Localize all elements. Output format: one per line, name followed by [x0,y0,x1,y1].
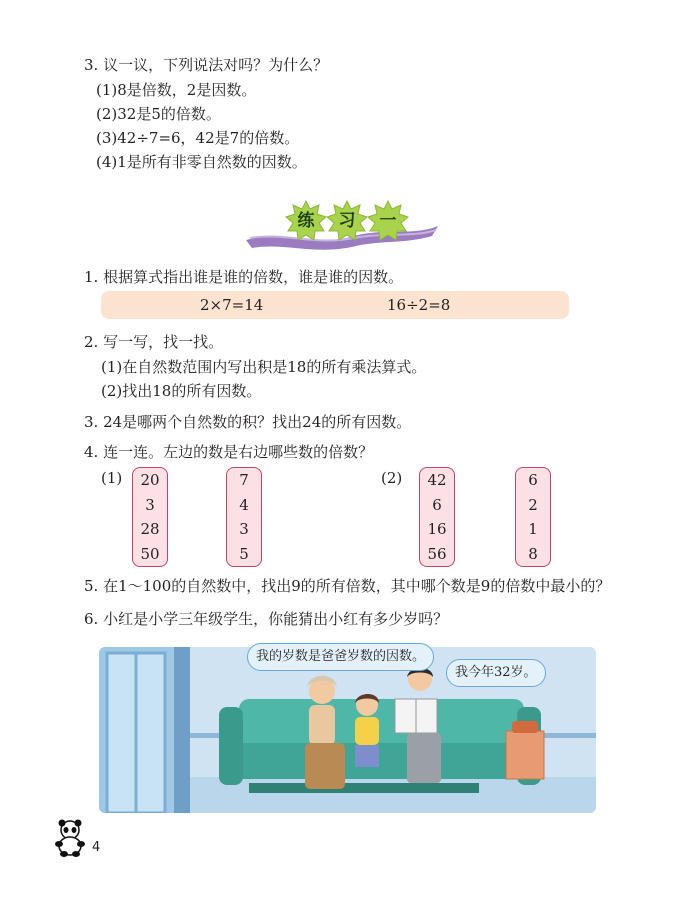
number: 20 [140,471,160,489]
number: 5 [239,544,249,563]
question-3-title: 3. 议一议，下列说法对吗？为什么？ [84,56,329,74]
number-box-2 [226,467,262,567]
speech-bubble-left: 我的岁数是爸爸岁数的因数。 [247,643,434,671]
number: 2 [528,495,538,514]
number-box-1 [132,467,168,567]
number: 28 [140,520,160,538]
number: 50 [140,544,160,563]
exercise-1-title: 1. 根据算式指出谁是谁的倍数，谁是谁的因数。 [84,268,404,286]
page-number: 4 [92,840,101,855]
exercise-2-item-1: (1)在自然数范围内写出积是18的所有乘法算式。 [101,358,427,376]
number: 3 [145,495,155,514]
number: 56 [427,544,447,563]
question-3-item-1: (1)8是倍数，2是因数。 [96,81,257,99]
exercise-4-title: 4. 连一连。左边的数是右边哪些数的倍数？ [84,443,374,461]
exercise-3-title: 3. 24是哪两个自然数的积？找出24的所有因数。 [84,413,412,431]
exercise-4-label-1: (1) [101,469,123,487]
formula-b: 16÷2=8 [387,296,451,314]
exercise-5-title: 5. 在1～100的自然数中，找出9的所有倍数，其中哪个数是9的倍数中最小的？ [84,577,611,595]
banner-char-1: 练 [297,211,315,231]
panda-icon [52,818,88,858]
banner-char-2: 习 [338,211,356,231]
formula-bar [101,291,569,319]
number: 7 [239,471,249,489]
number: 4 [239,495,249,514]
number: 42 [427,471,447,489]
question-3-item-4: (4)1是所有非零自然数的因数。 [96,153,307,171]
formula-a: 2×7=14 [200,296,264,314]
number: 8 [528,544,538,563]
number-box-4 [515,467,551,567]
question-3-item-2: (2)32是5的倍数。 [96,105,221,123]
number-box-3 [419,467,455,567]
speech-bubble-right: 我今年32岁。 [446,659,546,687]
number: 3 [239,520,249,538]
exercise-6-title: 6. 小红是小学三年级学生，你能猜出小红有多少岁吗？ [84,610,449,628]
number: 1 [528,520,538,538]
exercise-4-label-2: (2) [381,469,403,487]
number: 6 [528,471,538,489]
exercise-2-title: 2. 写一写，找一找。 [84,333,224,351]
number: 6 [432,495,442,514]
banner-char-3: 一 [379,211,397,231]
exercise-2-item-2: (2)找出18的所有因数。 [101,382,262,400]
number: 16 [427,520,447,538]
question-3-item-3: (3)42÷7=6，42是7的倍数。 [96,129,300,147]
